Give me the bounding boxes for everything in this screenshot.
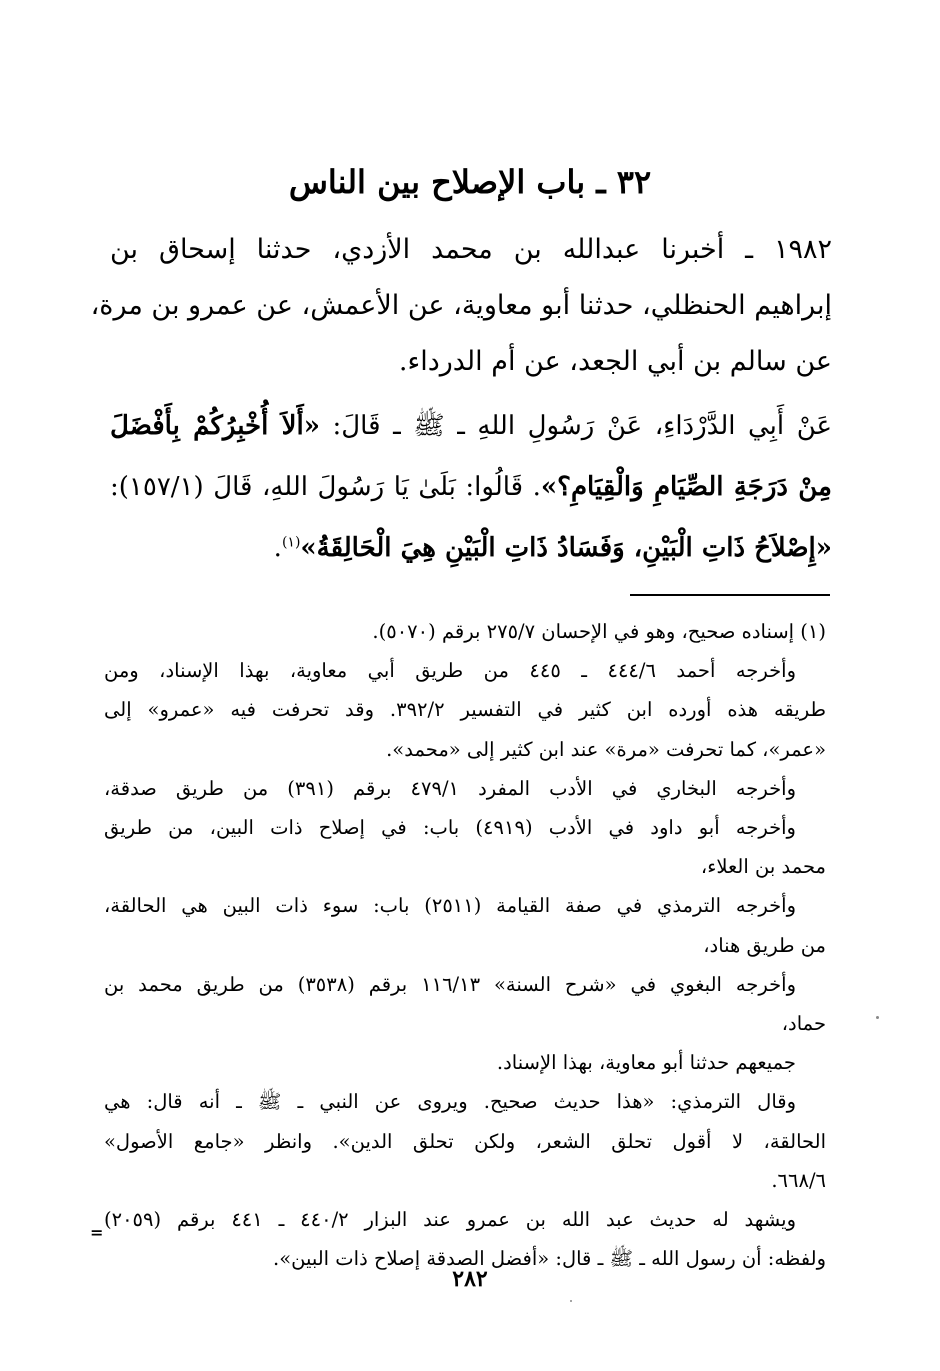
footnote-line: وأخرجه أحمد ٤٤٤/٦ ـ ٤٤٥ من طريق أبي معاوية، بهذا الإسناد، ومن: [104, 659, 796, 683]
prophet-words: مِنْ دَرَجَةِ الصِّيَامِ وَالْقِيَامِ؟»: [540, 472, 832, 502]
footnote-line: طريقه هذه أورده ابن كثير في التفسير ٣٩٢/٢. وقد تحرفت فيه «عمرو» إلى: [104, 698, 826, 722]
hadith-isnad: [90, 222, 832, 390]
isnad-line: عن سالم بن أبي الجعد، عن أم الدرداء.: [398, 346, 832, 377]
footnote-line: «عمر»، كما تحرفت «مرة» عند ابن كثير إلى «محمد».: [386, 737, 826, 761]
footnote-line: الحالقة، لا أقول تحلق الشعر، ولكن تحلق الدين». وانظر «جامع الأصول»: [104, 1129, 826, 1153]
footnote-line: وقال الترمذي: «هذا حديث صحيح. ويروى عن النبي ـ ﷺ ـ أنه قال: هي: [104, 1090, 796, 1114]
footnote-line: ولفظه: أن رسول الله ـ ﷺ ـ قال: «أفضل الصدقة إصلاح ذات البين».: [273, 1247, 826, 1271]
isnad-line: إبراهيم الحنظلي، حدثنا أبو معاوية، عن الأعمش، عن عمرو بن مرة،: [90, 290, 832, 321]
page-number: ٢٨٢: [452, 1266, 488, 1292]
prophet-words: «أَلاَ أُخْبِرُكُمْ بِأَفْضَلَ: [110, 411, 320, 441]
isnad-line: ١٩٨٢ ـ أخبرنا عبدالله بن محمد الأزدي، حدثنا إسحاق بن: [110, 234, 832, 265]
matn-end-mark: .: [273, 533, 282, 563]
footnote-line: جميعهم حدثنا أبو معاوية، بهذا الإسناد.: [496, 1051, 796, 1075]
hadith-block: [90, 222, 833, 579]
matn-line: [110, 518, 832, 579]
matn-line: [110, 457, 832, 518]
footnote-line: حماد،: [781, 1012, 826, 1036]
matn-line: [110, 396, 832, 457]
footnote-line: (١) إسناده صحيح، وهو في الإحسان ٢٧٥/٧ برقم (٥٠٧٠).: [372, 620, 826, 643]
footnote-line: وأخرجه البغوي في «شرح السنة» ١١٦/١٣ برقم (٣٥٣٨) من طريق محمد بن: [104, 972, 796, 996]
footnote-line: من طريق هناد،: [703, 933, 826, 957]
matn-intro: عَنْ أَبِي الدَّرْدَاءِ، عَنْ رَسُولِ اللهِ ـ ﷺ ـ قَالَ:: [319, 411, 833, 441]
footnote-reference: (١): [281, 534, 301, 551]
footnote-line: ٦٦٨/٦.: [771, 1168, 826, 1192]
footnotes: [104, 612, 826, 1278]
matn-companions-reply: . قَالُوا: بَلَىٰ يَا رَسُولَ اللهِ، قَالَ (١٥٧/١):: [110, 472, 541, 502]
footnote-line: وأخرجه الترمذي في صفة القيامة (٢٥١١) باب: سوء ذات البين هي الحالقة،: [104, 894, 796, 918]
hadith-matn: [110, 396, 832, 579]
footnote-line: وأخرجه أبو داود في الأدب (٤٩١٩) باب: في إصلاح ذات البين، من طريق: [104, 816, 796, 840]
footnote-line: محمد بن العلاء،: [700, 855, 826, 879]
footnote-divider: [630, 594, 830, 596]
scan-speck: [876, 1016, 879, 1019]
chapter-title: ٣٢ ـ باب الإصلاح بين الناس: [288, 163, 652, 201]
footnote-line: ويشهد له حديث عبد الله بن عمرو عند البزار ٤٤٠/٢ ـ ٤٤١ برقم (٢٠٥٩): [104, 1208, 796, 1232]
scan-speck: [570, 1300, 572, 1302]
continuation-mark: =: [90, 1223, 104, 1242]
footnote-line: وأخرجه البخاري في الأدب المفرد ٤٧٩/١ برقم (٣٩١) من طريق صدقة،: [104, 776, 796, 800]
prophet-words: «إِصْلاَحُ ذَاتِ الْبَيْنِ، وَفَسَادُ ذَاتِ الْبَيْنِ هِيَ الْحَالِقَةُ»: [300, 533, 832, 563]
